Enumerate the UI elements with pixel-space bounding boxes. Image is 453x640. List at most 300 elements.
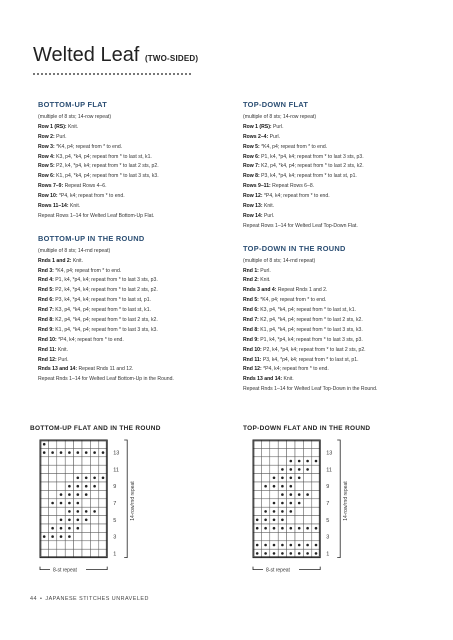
section-bottom-up-flat [38, 99, 230, 222]
row-number-label: 3 [326, 534, 330, 541]
row-number-label: 5 [113, 517, 117, 524]
title-dotted-rule [33, 73, 191, 75]
stitch-cell [278, 532, 286, 540]
chart-top-down [243, 437, 403, 587]
stitch-cell [74, 541, 82, 549]
instruction-label: Row 1 (RS): [38, 123, 67, 130]
instruction-text: Repeat Rnds 11 and 12. [77, 366, 134, 373]
instruction-label: Rnd 11: [243, 356, 262, 363]
stitch-cell [261, 448, 269, 456]
purl-dot [315, 527, 318, 530]
instruction-label: Row 8: [243, 173, 260, 180]
purl-dot [264, 552, 267, 555]
purl-dot [281, 544, 284, 547]
stitch-cell [261, 490, 269, 498]
purl-dot [290, 510, 293, 513]
instruction-text: K3, p4, *k4, p4; repeat from * to last st, k1. [54, 153, 152, 160]
purl-dot [281, 502, 284, 505]
instruction-line [243, 286, 435, 296]
purl-dot [60, 493, 63, 496]
chart-title-bottom-up: BOTTOM-UP FLAT AND IN THE ROUND [30, 425, 161, 432]
purl-dot [256, 527, 259, 530]
instruction-line [38, 306, 230, 316]
purl-dot [298, 544, 301, 547]
purl-dot [68, 535, 71, 538]
section-heading: BOTTOM-UP IN THE ROUND [38, 233, 145, 243]
instruction-label: Rows 11–14: [38, 203, 69, 210]
stitch-cell [303, 499, 311, 507]
row-number-label: 13 [326, 450, 333, 457]
stitch-cell [270, 448, 278, 456]
page-number: 44 [30, 596, 37, 602]
instruction-text: K1, p4, *k4, p4; repeat from * to last 3 sts, k3. [54, 173, 159, 180]
stitch-cell [278, 448, 286, 456]
stitch-cell [295, 532, 303, 540]
instruction-text: Repeat Rnds 1–14 for Welted Leaf Top-Down in the Round. [243, 386, 378, 393]
instruction-text: Knit. [66, 123, 79, 130]
instruction-line [38, 267, 230, 277]
purl-dot [281, 519, 284, 522]
instruction-label: Row 13: [243, 203, 263, 210]
stitch-cell [82, 524, 90, 532]
instruction-line [38, 286, 230, 296]
instruction-text: (multiple of 8 sts; 14-row repeat) [243, 114, 317, 120]
stitch-cell [287, 448, 295, 456]
row-number-label: 9 [113, 484, 117, 491]
instruction-line [38, 143, 230, 153]
instruction-label: Rnd 12: [243, 366, 262, 373]
instruction-line [243, 172, 435, 182]
instruction-label: Row 12: [243, 193, 263, 200]
instruction-label: Rnd 3: [38, 267, 54, 274]
purl-dot [298, 502, 301, 505]
instruction-text: *K4, p4; repeat from * to end. [259, 143, 328, 150]
purl-dot [290, 527, 293, 530]
purl-dot [290, 468, 293, 471]
instruction-label: Rnd 11: [38, 346, 57, 353]
instruction-text: Repeat Rows 1–14 for Welted Leaf Top-Down Flat. [243, 222, 358, 229]
row-number-label: 7 [113, 501, 117, 507]
purl-dot [93, 510, 96, 513]
purl-dot [77, 519, 80, 522]
instruction-text: P2, k4, *p4, k4; repeat from * to last 2 sts, p2. [53, 287, 158, 294]
purl-dot [264, 510, 267, 513]
instruction-text: K2, p4, *k4, p4; repeat from * to last 2 sts, k2. [258, 317, 363, 324]
instruction-line [38, 346, 230, 356]
purl-dot [85, 485, 88, 488]
instruction-text: Repeat Rows 1–14 for Welted Leaf Bottom-Up Flat. [38, 212, 155, 219]
stitch-cell [90, 541, 98, 549]
stitch-cell [303, 507, 311, 515]
stitch-cell [90, 516, 98, 524]
purl-dot [290, 502, 293, 505]
instruction-line [243, 162, 435, 172]
instruction-label: Row 6: [38, 173, 55, 180]
purl-dot [273, 552, 276, 555]
purl-dot [77, 451, 80, 454]
purl-dot [298, 460, 301, 463]
instruction-label: Rnd 7: [38, 307, 54, 314]
instruction-text: Purl. [271, 123, 284, 130]
instruction-line [38, 326, 230, 336]
chart-title-top-down: TOP-DOWN FLAT AND IN THE ROUND [243, 425, 371, 432]
stitch-cell [295, 516, 303, 524]
pattern-title [33, 44, 198, 67]
instruction-text: K3, p4, *k4, p4; repeat from * to last st, k1. [53, 307, 151, 314]
instruction-line [38, 123, 230, 133]
purl-dot [264, 544, 267, 547]
instruction-text: *P4, k4; repeat from * to end. [57, 193, 125, 200]
stitch-cell [82, 457, 90, 465]
instruction-label: Rnd 8: [38, 317, 54, 324]
purl-dot [256, 544, 259, 547]
stitch-cell [261, 457, 269, 465]
purl-dot [306, 544, 309, 547]
purl-dot [85, 510, 88, 513]
instruction-label: Rnd 10: [243, 346, 262, 353]
instruction-label: Rnd 2: [243, 277, 259, 284]
purl-dot [298, 527, 301, 530]
instruction-line [38, 356, 230, 366]
purl-dot [315, 552, 318, 555]
instruction-line [38, 247, 230, 257]
instruction-line [38, 212, 230, 222]
instruction-line [38, 316, 230, 326]
purl-dot [60, 519, 63, 522]
purl-dot [68, 451, 71, 454]
purl-dot [68, 502, 71, 505]
purl-dot [264, 527, 267, 530]
purl-dot [77, 477, 80, 480]
instruction-line [38, 336, 230, 346]
purl-dot [306, 493, 309, 496]
purl-dot [273, 544, 276, 547]
instruction-text: Purl. [258, 267, 271, 274]
instruction-text: Purl. [56, 356, 69, 363]
instruction-label: Rnd 5: [38, 287, 54, 294]
instruction-text: P1, k4, *p4, k4; repeat from * to last 3 sts, p3. [259, 153, 364, 160]
instruction-label: Row 7: [243, 163, 260, 170]
purl-dot [281, 485, 284, 488]
instruction-line [38, 192, 230, 202]
purl-dot [43, 443, 46, 446]
purl-dot [273, 477, 276, 480]
purl-dot [60, 535, 63, 538]
instruction-text: *K4, p4; repeat from * to end. [258, 297, 327, 304]
instruction-line [38, 182, 230, 192]
purl-dot [298, 468, 301, 471]
section-heading: BOTTOM-UP FLAT [38, 100, 108, 109]
purl-dot [68, 519, 71, 522]
stitch-cell [82, 532, 90, 540]
purl-dot [298, 477, 301, 480]
instruction-label: Rnd 8: [243, 326, 259, 333]
row-number-label: 5 [326, 517, 330, 524]
instruction-line [243, 202, 435, 212]
row-number-label: 13 [113, 450, 120, 457]
stitch-cell [48, 482, 56, 490]
instruction-text: K3, p4, *k4, p4; repeat from * to last st, k1. [258, 307, 356, 314]
instruction-text: P3, k4, *p4, k4; repeat from * to last st, p1. [259, 173, 357, 180]
instruction-line [38, 153, 230, 163]
purl-dot [85, 519, 88, 522]
row-repeat-bracket [337, 440, 340, 558]
stitch-cell [65, 541, 73, 549]
instruction-label: Rnds 13 and 14: [38, 366, 78, 373]
instruction-text: K1, p4, *k4, p4; repeat from * to last 3 sts, k3. [53, 326, 158, 333]
purl-dot [93, 477, 96, 480]
purl-dot [281, 527, 284, 530]
instruction-label: Row 4: [38, 153, 55, 160]
instruction-line [38, 257, 230, 267]
instruction-text: P3, k4, *p4, k4; repeat from * to last st, p1. [261, 356, 359, 363]
stitch-cell [65, 465, 73, 473]
instruction-label: Row 5: [38, 163, 55, 170]
stitch-cell [90, 465, 98, 473]
stitch-cell [303, 448, 311, 456]
purl-dot [290, 544, 293, 547]
instruction-label: Rnd 4: [38, 277, 54, 284]
instruction-line [243, 336, 435, 346]
stitch-cell [57, 507, 65, 515]
instruction-line [243, 276, 435, 286]
pattern-title-sub: (TWO-SIDED) [144, 54, 199, 63]
purl-dot [51, 527, 54, 530]
purl-dot [68, 485, 71, 488]
purl-dot [315, 544, 318, 547]
stitch-cell [74, 457, 82, 465]
instruction-line [243, 123, 435, 133]
st-repeat-label: 8-st repeat [53, 567, 77, 574]
instruction-line [243, 365, 435, 375]
instruction-text: Knit. [258, 277, 271, 284]
purl-dot [264, 485, 267, 488]
instruction-label: Rnd 5: [243, 297, 259, 304]
instruction-line [243, 316, 435, 326]
stitch-cell [65, 474, 73, 482]
instruction-label: Rnd 10: [38, 336, 57, 343]
instruction-label: Rnd 7: [243, 317, 259, 324]
stitch-cell [261, 465, 269, 473]
instruction-text: Knit. [282, 376, 294, 383]
purl-dot [281, 510, 284, 513]
instruction-text: Repeat Rnds 1–14 for Welted Leaf Bottom-Up in the Round. [38, 376, 174, 383]
instruction-line [243, 153, 435, 163]
instruction-line [243, 356, 435, 366]
purl-dot [77, 485, 80, 488]
purl-dot [290, 477, 293, 480]
instruction-text: P3, k4, *p4, k4; repeat from * to last st, p1. [53, 297, 151, 304]
instruction-text: Knit. [68, 203, 81, 210]
purl-dot [68, 493, 71, 496]
stitch-cell [261, 499, 269, 507]
stitch-cell [303, 532, 311, 540]
instruction-line [38, 172, 230, 182]
stitch-cell [48, 490, 56, 498]
stitch-cell [82, 465, 90, 473]
purl-dot [256, 519, 259, 522]
instruction-text: Purl. [262, 212, 275, 219]
instruction-text: Purl. [268, 133, 281, 140]
stitch-cell [270, 490, 278, 498]
purl-dot [85, 493, 88, 496]
stitch-cell [261, 474, 269, 482]
instruction-label: Rnd 12: [38, 356, 57, 363]
instruction-line [243, 326, 435, 336]
purl-dot [60, 451, 63, 454]
stitch-cell [295, 507, 303, 515]
purl-dot [290, 485, 293, 488]
instruction-text: (multiple of 8 sts; 14-row repeat) [38, 114, 112, 120]
instruction-line [243, 306, 435, 316]
instruction-line [38, 113, 230, 123]
stitch-cell [303, 474, 311, 482]
instruction-text: P1, k4, *p4, k4; repeat from * to last 3 sts, p3. [258, 336, 363, 343]
stitch-cell [270, 457, 278, 465]
section-heading: TOP-DOWN IN THE ROUND [243, 243, 346, 253]
purl-dot [315, 460, 318, 463]
stitch-cell [90, 524, 98, 532]
left-column [38, 99, 230, 385]
section-bottom-up-round [38, 233, 230, 385]
instruction-text: K2, p4, *k4, p4; repeat from * to last 2 sts, k2. [53, 317, 158, 324]
stitch-cell [48, 507, 56, 515]
stitch-cell [48, 457, 56, 465]
book-title: JAPANESE STITCHES UNRAVELED [45, 596, 149, 602]
right-column [243, 99, 435, 395]
purl-dot [306, 468, 309, 471]
stitch-cell [295, 448, 303, 456]
instruction-line [38, 365, 230, 375]
stitch-cell [270, 465, 278, 473]
purl-dot [43, 451, 46, 454]
purl-dot [51, 535, 54, 538]
purl-dot [273, 485, 276, 488]
instruction-label: Rows 7–9: [38, 183, 64, 190]
stitch-cell [48, 541, 56, 549]
row-number-label: 11 [326, 467, 332, 474]
instruction-text: *K4, p4; repeat from * to end. [53, 267, 122, 274]
instruction-line [243, 375, 435, 385]
stitch-cell [90, 457, 98, 465]
purl-dot [85, 477, 88, 480]
instruction-label: Row 6: [243, 153, 260, 160]
purl-dot [51, 451, 54, 454]
purl-dot [264, 519, 267, 522]
instruction-line [243, 296, 435, 306]
stitch-cell [303, 516, 311, 524]
purl-dot [273, 527, 276, 530]
instruction-text: K1, p4, *k4, p4; repeat from * to last 3 sts, k3. [258, 326, 363, 333]
instruction-text: (multiple of 8 sts; 14-rnd repeat) [243, 257, 316, 264]
purl-dot [298, 552, 301, 555]
instruction-text: Repeat Rows 6–8. [270, 183, 315, 190]
row-repeat-label: 14-row/rnd repeat [343, 481, 350, 521]
instruction-line [243, 257, 435, 267]
purl-dot [77, 510, 80, 513]
purl-dot [60, 527, 63, 530]
stitch-cell [270, 532, 278, 540]
stitch-cell [74, 465, 82, 473]
purl-dot [77, 527, 80, 530]
stitch-cell [82, 541, 90, 549]
instruction-label: Rnd 1: [243, 267, 259, 274]
purl-dot [85, 451, 88, 454]
purl-dot [306, 460, 309, 463]
instruction-label: Row 14: [243, 212, 263, 219]
instruction-line [243, 182, 435, 192]
purl-dot [290, 552, 293, 555]
stitch-cell [295, 482, 303, 490]
purl-dot [298, 493, 301, 496]
instruction-label: Rows 2–4: [243, 133, 269, 140]
instruction-text: Repeat Rnds 1 and 2. [276, 287, 328, 294]
row-number-label: 7 [326, 501, 330, 507]
stitch-cell [57, 465, 65, 473]
instruction-text: *P4, k4; repeat from * to end. [262, 193, 330, 200]
pattern-title-main: Welted Leaf [33, 44, 140, 66]
row-number-label: 11 [113, 467, 119, 474]
stitch-cell [48, 465, 56, 473]
stitch-cell [287, 532, 295, 540]
stitch-cell [57, 541, 65, 549]
instruction-label: Rnd 9: [243, 336, 259, 343]
stitch-cell [74, 532, 82, 540]
stitch-cell [287, 516, 295, 524]
instruction-label: Rnds 1 and 2: [38, 257, 72, 264]
stitch-cell [303, 482, 311, 490]
stitch-cell [90, 532, 98, 540]
purl-dot [273, 519, 276, 522]
instruction-line [38, 296, 230, 306]
instruction-text: K2, p4, *k4, p4; repeat from * to last 2 sts, k2. [259, 163, 364, 170]
instruction-label: Rnd 6: [38, 297, 54, 304]
instruction-text: *P4, k4; repeat from * to end. [261, 366, 329, 373]
stitch-cell [278, 457, 286, 465]
instruction-text: Knit. [71, 257, 84, 264]
instruction-text: Purl. [54, 133, 67, 140]
chart-bottom-up [30, 437, 190, 587]
purl-dot [93, 451, 96, 454]
purl-dot [77, 493, 80, 496]
purl-dot [51, 502, 54, 505]
instruction-line [243, 267, 435, 277]
instruction-line [243, 385, 435, 395]
section-top-down-round [243, 243, 435, 395]
purl-dot [102, 477, 105, 480]
row-number-label: 9 [326, 484, 330, 491]
purl-dot [273, 510, 276, 513]
purl-dot [306, 552, 309, 555]
stitch-cell [57, 482, 65, 490]
instruction-label: Rows 9–11: [243, 183, 271, 190]
instruction-label: Row 3: [38, 143, 55, 150]
purl-dot [281, 477, 284, 480]
stitch-grid [40, 440, 107, 558]
instruction-line [243, 113, 435, 123]
stitch-cell [48, 474, 56, 482]
instruction-label: Row 2: [38, 133, 55, 140]
purl-dot [290, 493, 293, 496]
stitch-cell [57, 474, 65, 482]
instruction-text: Knit. [56, 346, 69, 353]
purl-dot [60, 502, 63, 505]
instruction-line [243, 212, 435, 222]
instruction-text: *K4, p4; repeat from * to end. [54, 143, 123, 150]
instruction-line [243, 346, 435, 356]
instruction-text: Knit. [262, 203, 275, 210]
stitch-cell [57, 457, 65, 465]
